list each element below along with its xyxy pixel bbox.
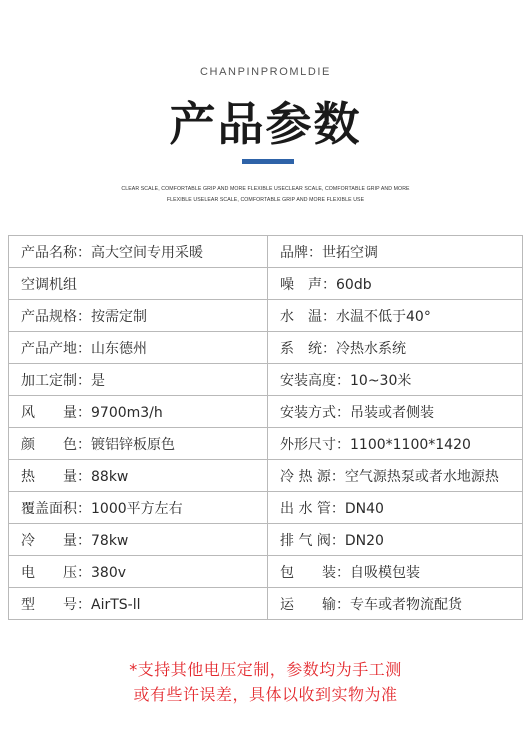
- spec-cell-right: 包 装：自吸模包装: [268, 556, 523, 588]
- spec-cell-left: 产品规格：按需定制: [9, 300, 268, 332]
- spec-cell-right: 外形尺寸：1100*1100*1420: [268, 428, 523, 460]
- spec-cell-right: 系 统：冷热水系统: [268, 332, 523, 364]
- table-row: [9, 524, 523, 556]
- spec-cell-left: 加工定制：是: [9, 364, 268, 396]
- spec-cell-right: 噪 声：60db: [268, 268, 523, 300]
- spec-cell-right: 冷 热 源：空气源热泵或者水地源热: [268, 460, 523, 492]
- table-row: [9, 268, 523, 300]
- spec-cell-left: 型 号：AirTS-ll: [9, 588, 268, 620]
- spec-cell-right: 品牌：世拓空调: [268, 236, 523, 268]
- spec-cell-right: 出 水 管：DN40: [268, 492, 523, 524]
- spec-cell-right: 安装方式：吊装或者侧装: [268, 396, 523, 428]
- spec-cell-right: 水 温：水温不低于40°: [268, 300, 523, 332]
- spec-cell-left: 风 量：9700m3/h: [9, 396, 268, 428]
- spec-cell-left: 空调机组: [9, 268, 268, 300]
- table-row: [9, 300, 523, 332]
- spec-cell-left: 覆盖面积：1000平方左右: [9, 492, 268, 524]
- table-row: [9, 236, 523, 268]
- disclaimer-line1: *支持其他电压定制，参数均为手工测: [129, 660, 402, 679]
- header-subtitle-en: CHANPINPROMLDIE: [200, 66, 331, 78]
- table-row: [9, 588, 523, 620]
- header-note-line1: CLEAR SCALE, COMFORTABLE GRIP AND MORE FLEXIBLE USECLEAR SCALE, COMFORTABLE GRIP AND MORE: [121, 186, 410, 192]
- header-note-line2: FLEXIBLE USELEAR SCALE, COMFORTABLE GRIP AND MORE FLEXIBLE USE: [166, 197, 365, 203]
- table-row: [9, 460, 523, 492]
- spec-cell-left: 电 压：380v: [9, 556, 268, 588]
- table-row: [9, 364, 523, 396]
- spec-cell-left: 颜 色：镀铝锌板原色: [9, 428, 268, 460]
- spec-table: [8, 235, 523, 620]
- spec-cell-left: 产品名称：高大空间专用采暖: [9, 236, 268, 268]
- table-row: [9, 396, 523, 428]
- spec-cell-right: 安装高度：10~30米: [268, 364, 523, 396]
- spec-cell-right: 运 输：专车或者物流配货: [268, 588, 523, 620]
- spec-cell-left: 热 量：88kw: [9, 460, 268, 492]
- spec-cell-left: 产品产地：山东德州: [9, 332, 268, 364]
- disclaimer-line2: 或有些许误差，具体以收到实物为准: [133, 685, 398, 704]
- table-row: [9, 556, 523, 588]
- spec-cell-right: 排 气 阀：DN20: [268, 524, 523, 556]
- table-row: [9, 492, 523, 524]
- spec-cell-left: 冷 量：78kw: [9, 524, 268, 556]
- page-title: 产品参数: [169, 97, 362, 151]
- table-row: [9, 428, 523, 460]
- table-row: [9, 332, 523, 364]
- title-underline-bar: [242, 159, 294, 164]
